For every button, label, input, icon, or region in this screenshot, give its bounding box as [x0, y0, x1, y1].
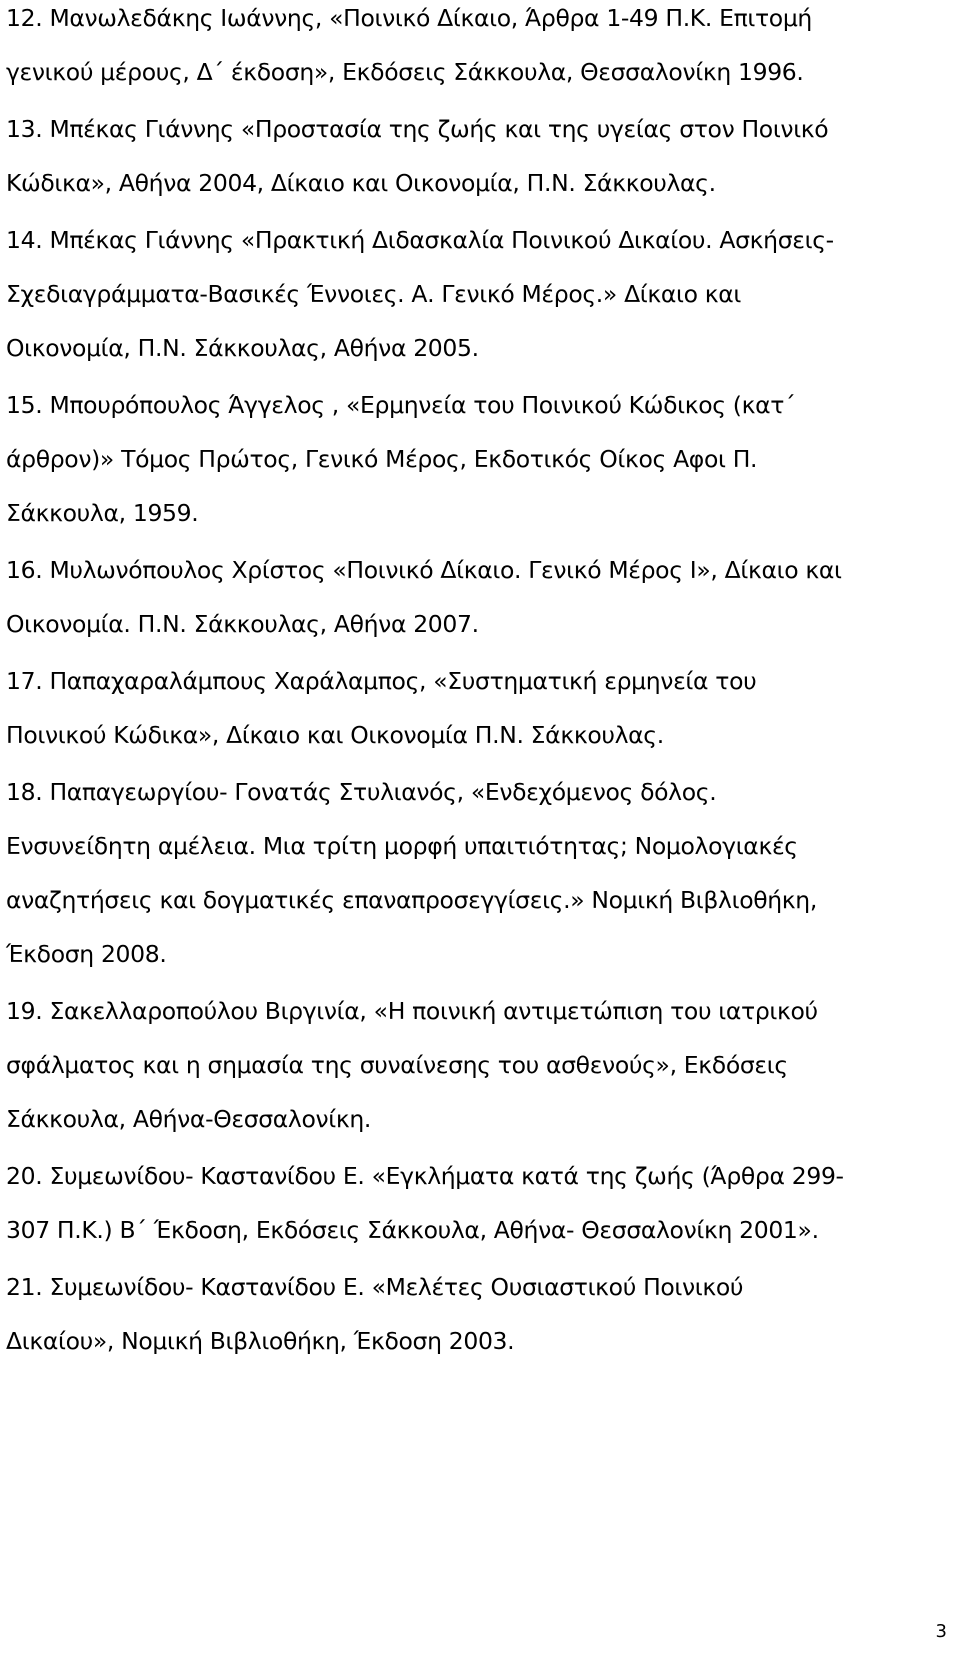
document-page — [6, 0, 946, 1354]
reference-line: σφάλματος και η σημασία της συναίνεσης του ασθενούς», Εκδόσεις — [6, 1051, 788, 1079]
reference-item-21 — [6, 1274, 946, 1354]
reference-line: αναζητήσεις και δογματικές επαναπροσεγγίσεις.» Νομική Βιβλιοθήκη, — [6, 886, 817, 914]
reference-line: Δικαίου», Νομική Βιβλιοθήκη, Έκδοση 2003. — [6, 1327, 515, 1355]
reference-item-16 — [6, 557, 946, 637]
page-number: 3 — [935, 1621, 947, 1642]
reference-item-20 — [6, 1163, 946, 1243]
reference-line: 12. Μανωλεδάκης Ιωάννης, «Ποινικό Δίκαιο, Άρθρα 1-49 Π.Κ. Επιτομή — [6, 4, 812, 32]
reference-line: άρθρον)» Τόμος Πρώτος, Γενικό Μέρος, Εκδοτικός Οίκος Αφοι Π. — [6, 445, 758, 473]
reference-list — [6, 5, 946, 1354]
reference-line: Οικονομία, Π.Ν. Σάκκουλας, Αθήνα 2005. — [6, 334, 479, 362]
reference-item-13 — [6, 116, 946, 196]
reference-item-12 — [6, 5, 946, 85]
reference-line: 20. Συμεωνίδου- Καστανίδου Ε. «Εγκλήματα κατά της ζωής (Άρθρα 299- — [6, 1162, 844, 1190]
reference-line: 19. Σακελλαροπούλου Βιργινία, «Η ποινική αντιμετώπιση του ιατρικού — [6, 997, 818, 1025]
reference-line: γενικού μέρους, Δ΄ έκδοση», Εκδόσεις Σάκκουλα, Θεσσαλονίκη 1996. — [6, 58, 804, 86]
reference-line: 16. Μυλωνόπουλος Χρίστος «Ποινικό Δίκαιο. Γενικό Μέρος Ι», Δίκαιο και — [6, 556, 842, 584]
reference-item-15 — [6, 392, 946, 526]
reference-item-17 — [6, 668, 946, 748]
reference-line: Σχεδιαγράμματα-Βασικές Έννοιες. Α. Γενικό Μέρος.» Δίκαιο και — [6, 280, 742, 308]
reference-line: Οικονομία. Π.Ν. Σάκκουλας, Αθήνα 2007. — [6, 610, 479, 638]
reference-item-19 — [6, 998, 946, 1132]
reference-line: 15. Μπουρόπουλος Άγγελος , «Ερμηνεία του Ποινικού Κώδικος (κατ΄ — [6, 391, 796, 419]
reference-line: Κώδικα», Αθήνα 2004, Δίκαιο και Οικονομία, Π.Ν. Σάκκουλας. — [6, 169, 716, 197]
reference-line: 18. Παπαγεωργίου- Γονατάς Στυλιανός, «Ενδεχόμενος δόλος. — [6, 778, 717, 806]
reference-line: Σάκκουλα, Αθήνα-Θεσσαλονίκη. — [6, 1105, 372, 1133]
reference-line: Ποινικού Κώδικα», Δίκαιο και Οικονομία Π.Ν. Σάκκουλας. — [6, 721, 664, 749]
reference-item-18 — [6, 779, 946, 967]
reference-line: 13. Μπέκας Γιάννης «Προστασία της ζωής και της υγείας στον Ποινικό — [6, 115, 829, 143]
reference-item-14 — [6, 227, 946, 361]
reference-line: 307 Π.Κ.) Β΄ Έκδοση, Εκδόσεις Σάκκουλα, Αθήνα- Θεσσαλονίκη 2001». — [6, 1216, 819, 1244]
reference-line: 14. Μπέκας Γιάννης «Πρακτική Διδασκαλία Ποινικού Δικαίου. Ασκήσεις- — [6, 226, 834, 254]
reference-line: 21. Συμεωνίδου- Καστανίδου Ε. «Μελέτες Ουσιαστικού Ποινικού — [6, 1273, 744, 1301]
reference-line: Έκδοση 2008. — [6, 940, 167, 968]
reference-line: 17. Παπαχαραλάμπους Χαράλαμπος, «Συστηματική ερμηνεία του — [6, 667, 757, 695]
reference-line: Σάκκουλα, 1959. — [6, 499, 199, 527]
reference-line: Ενσυνείδητη αμέλεια. Μια τρίτη μορφή υπαιτιότητας; Νομολογιακές — [6, 832, 798, 860]
